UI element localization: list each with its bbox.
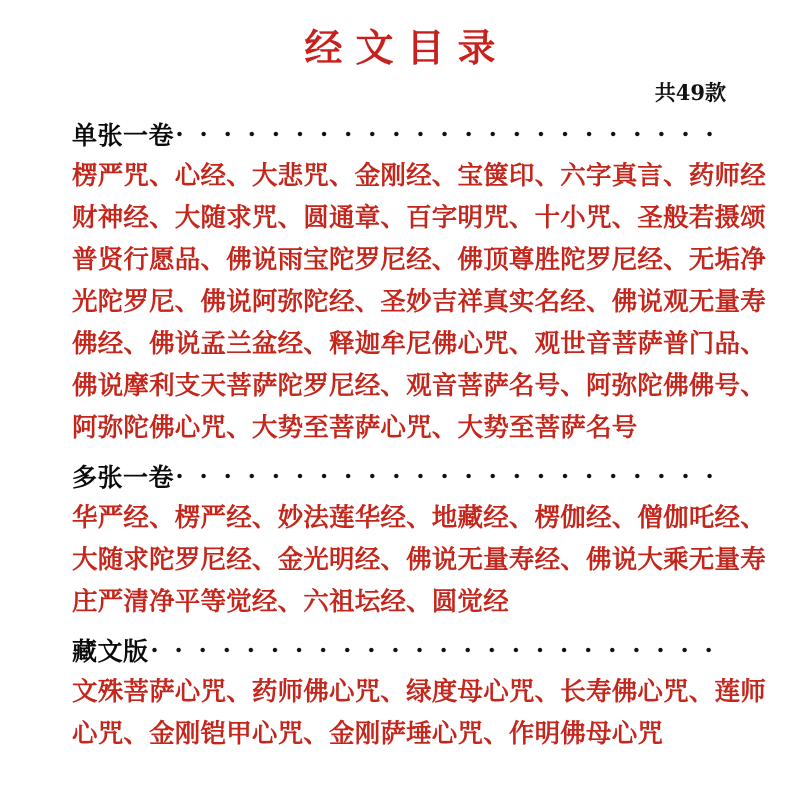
scripture-line: 大随求陀罗尼经、金光明经、佛说无量寿经、佛说大乘无量寿 (72, 544, 766, 575)
section-3 (72, 629, 766, 755)
title-block (72, 0, 728, 71)
section-body (72, 671, 766, 755)
scripture-line: 财神经、大随求咒、圆通章、百字明咒、十小咒、圣般若摄颂 (72, 202, 766, 233)
dot-leader (176, 122, 728, 146)
scripture-line: 文殊菩萨心咒、药师佛心咒、绿度母心咒、长寿佛心咒、莲师 (72, 676, 766, 707)
count-row (72, 71, 728, 107)
scripture-line: 普贤行愿品、佛说雨宝陀罗尼经、佛顶尊胜陀罗尼经、无垢净 (72, 244, 766, 275)
scripture-line: 佛说摩利支天菩萨陀罗尼经、观音菩萨名号、阿弥陀佛佛号、 (72, 370, 766, 401)
section-title: 单张一卷 (72, 120, 175, 150)
total-count-label: 共49款 (654, 79, 726, 105)
scripture-line: 心咒、金刚铠甲心咒、金刚萨埵心咒、作明佛母心咒 (72, 718, 664, 749)
section-header (72, 113, 728, 155)
section-body (72, 497, 766, 623)
page-title: 经文目录 (304, 25, 509, 70)
section-title: 多张一卷 (72, 462, 175, 492)
scripture-line: 华严经、楞严经、妙法莲华经、地藏经、楞伽经、僧伽吒经、 (72, 502, 766, 533)
sections-container (72, 113, 766, 755)
section-1 (72, 113, 766, 449)
scripture-line: 楞严咒、心经、大悲咒、金刚经、宝箧印、六字真言、药师经 (72, 160, 766, 191)
scripture-line: 佛经、佛说孟兰盆经、释迦牟尼佛心咒、观世音菩萨普门品、 (72, 328, 766, 359)
scripture-line: 庄严清净平等觉经、六祖坛经、圆觉经 (72, 586, 509, 617)
scripture-line: 阿弥陀佛心咒、大势至菩萨心咒、大势至菩萨名号 (72, 412, 638, 443)
dot-leader (176, 464, 728, 488)
section-body (72, 155, 766, 449)
section-2 (72, 455, 766, 623)
section-header (72, 455, 728, 497)
dot-leader (151, 638, 728, 662)
scripture-line: 光陀罗尼、佛说阿弥陀经、圣妙吉祥真实名经、佛说观无量寿 (72, 286, 766, 317)
section-header (72, 629, 728, 671)
section-title: 藏文版 (72, 636, 149, 666)
